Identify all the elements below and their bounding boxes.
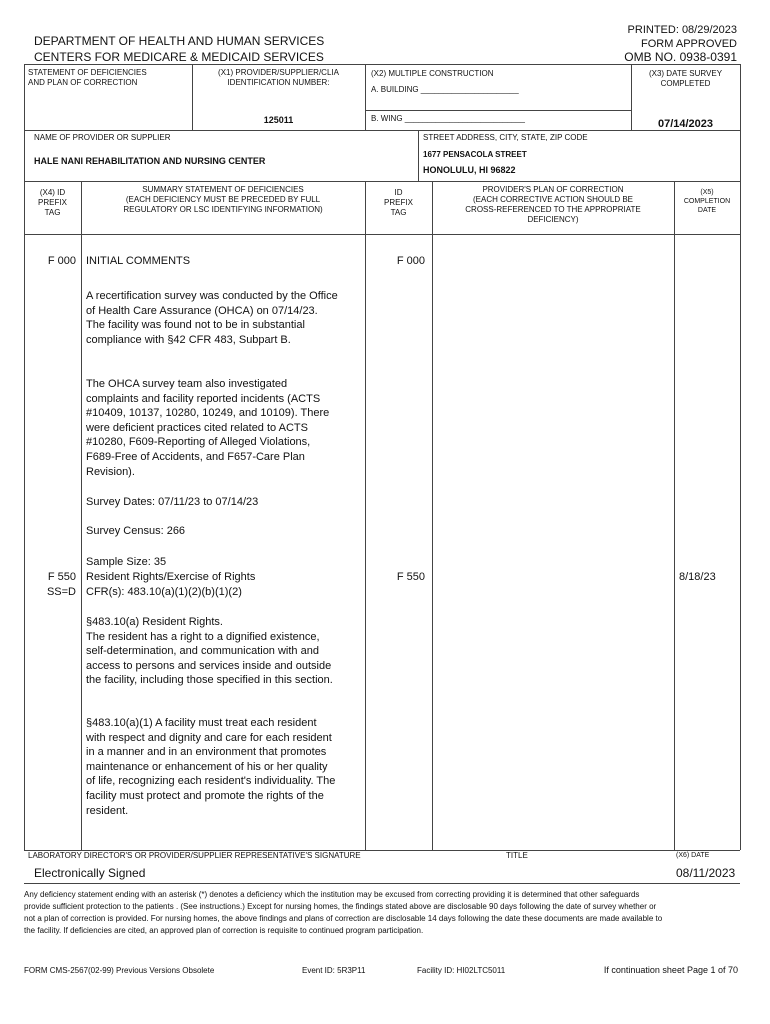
department-line-2: CENTERS FOR MEDICARE & MEDICAID SERVICES bbox=[34, 50, 324, 64]
prefix-tag-header: (X4) ID PREFIX TAG bbox=[38, 188, 67, 217]
facility-id: Facility ID: HI02LTC5011 bbox=[417, 966, 506, 975]
scope-severity: SS=D bbox=[46, 586, 76, 598]
city-state-zip: HONOLULU, HI 96822 bbox=[423, 165, 516, 175]
address-label: STREET ADDRESS, CITY, STATE, ZIP CODE bbox=[423, 133, 588, 142]
initial-comments-title: INITIAL COMMENTS bbox=[86, 255, 191, 267]
title-label: TITLE bbox=[506, 851, 528, 860]
street-address: 1677 PENSACOLA STREET bbox=[423, 150, 527, 159]
completion-date-header: (X5) COMPLETION DATE bbox=[683, 189, 731, 214]
provider-name-label: NAME OF PROVIDER OR SUPPLIER bbox=[34, 133, 171, 142]
completion-date: 8/18/23 bbox=[679, 571, 716, 583]
cfr-reference: CFR(s): 483.10(a)(1)(2)(b)(1)(2) bbox=[86, 586, 242, 598]
recertification-paragraph: A recertification survey was conducted by the Office of Health Care Assurance (OHCA) on 07/14/23. The facility was found not to be in substantial compliance with §42 CFR 483, Subpart B. bbox=[86, 290, 338, 346]
building-line: A. BUILDING ______________________ bbox=[371, 85, 519, 94]
f550-title: Resident Rights/Exercise of Rights bbox=[86, 571, 256, 583]
sample-size: Sample Size: 35 bbox=[86, 556, 167, 568]
department-line-1: DEPARTMENT OF HEALTH AND HUMAN SERVICES bbox=[34, 34, 325, 48]
disclaimer: Any deficiency statement ending with an asterisk (*) denotes a deficiency which the institution may be excused from correcting providing it is determined that other safeguards provide sufficient protection to the patients . (See instructions.) Except for nursing homes, the findings stated above are disclosable 90 days following the date of survey whether or not a plan of correction is provided. For nursing homes, the above findings and plans of correction are disclosable 14 days following the date these documents are made available to the facility. If deficiencies are cited, an approved plan of correction is requisite to continued program participation. bbox=[24, 890, 663, 935]
dignity-paragraph: §483.10(a)(1) A facility must treat each resident with respect and dignity and care for each resident in a manner and in an environment that promotes maintenance or enhancement of his or her quality of life, recognizing each resident's individuality. The facility must protect and promote the rights of the resident. bbox=[86, 717, 336, 817]
survey-census: Survey Census: 266 bbox=[86, 525, 186, 537]
provider-name: HALE NANI REHABILITATION AND NURSING CENTER bbox=[34, 156, 266, 166]
resident-rights-paragraph: §483.10(a) Resident Rights. The resident has a right to a dignified existence, self-determination, and communication with and access to persons and services inside and outside the facility, including those specified in this section. bbox=[86, 616, 333, 687]
page-indicator: If continuation sheet Page 1 of 70 bbox=[603, 965, 738, 975]
statement-label: STATEMENT OF DEFICIENCIES AND PLAN OF CORRECTION bbox=[28, 68, 147, 87]
id-tag-f550: F 550 bbox=[396, 571, 425, 583]
survey-completed-date: 07/14/2023 bbox=[657, 118, 714, 130]
survey-dates: Survey Dates: 07/11/23 to 07/14/23 bbox=[86, 496, 259, 508]
tag-f550: F 550 bbox=[47, 571, 76, 583]
complaints-paragraph: The OHCA survey team also investigated complaints and facility reported incidents (ACTS #10409, 10137, 10280, 10249, and 10109). There were deficient practices cited related to ACTS #10280, F609-Reporting of Alleged Violations, F689-Free of Accidents, and F657-Care Plan Revision). bbox=[86, 378, 330, 478]
summary-statement-header: SUMMARY STATEMENT OF DEFICIENCIES (EACH DEFICIENCY MUST BE PRECEDED BY FULL REGULATORY OR LSC IDENTIFYING INFORMATION) bbox=[123, 185, 323, 214]
event-id: Event ID: 5R3P11 bbox=[302, 966, 366, 975]
omb-number: OMB NO. 0938-0391 bbox=[624, 50, 737, 64]
form-number: FORM CMS-2567(02-99) Previous Versions Obsolete bbox=[24, 966, 215, 975]
multiple-construction-label: (X2) MULTIPLE CONSTRUCTION bbox=[371, 69, 494, 78]
signature-label: LABORATORY DIRECTOR'S OR PROVIDER/SUPPLIER REPRESENTATIVE'S SIGNATURE bbox=[28, 851, 361, 860]
wing-line: B. WING ___________________________ bbox=[371, 114, 525, 123]
id-tag-f000: F 000 bbox=[396, 255, 425, 267]
id-prefix-tag-header: ID PREFIX TAG bbox=[384, 188, 413, 217]
printed-date: PRINTED: 08/29/2023 bbox=[627, 24, 737, 36]
signature-date-label: (X6) DATE bbox=[676, 852, 710, 859]
provider-id-label: (X1) PROVIDER/SUPPLIER/CLIA IDENTIFICATION NUMBER: bbox=[218, 68, 339, 87]
signature-date: 08/11/2023 bbox=[676, 866, 736, 880]
plan-of-correction-header: PROVIDER'S PLAN OF CORRECTION (EACH CORRECTIVE ACTION SHOULD BE CROSS-REFERENCED TO THE APPROPRIATE DEFICIENCY) bbox=[465, 185, 641, 224]
tag-f000: F 000 bbox=[47, 255, 76, 267]
date-survey-label: (X3) DATE SURVEY COMPLETED bbox=[648, 69, 723, 88]
signature-value: Electronically Signed bbox=[34, 866, 146, 880]
provider-id-value: 125011 bbox=[263, 115, 294, 125]
form-approved: FORM APPROVED bbox=[641, 38, 737, 50]
